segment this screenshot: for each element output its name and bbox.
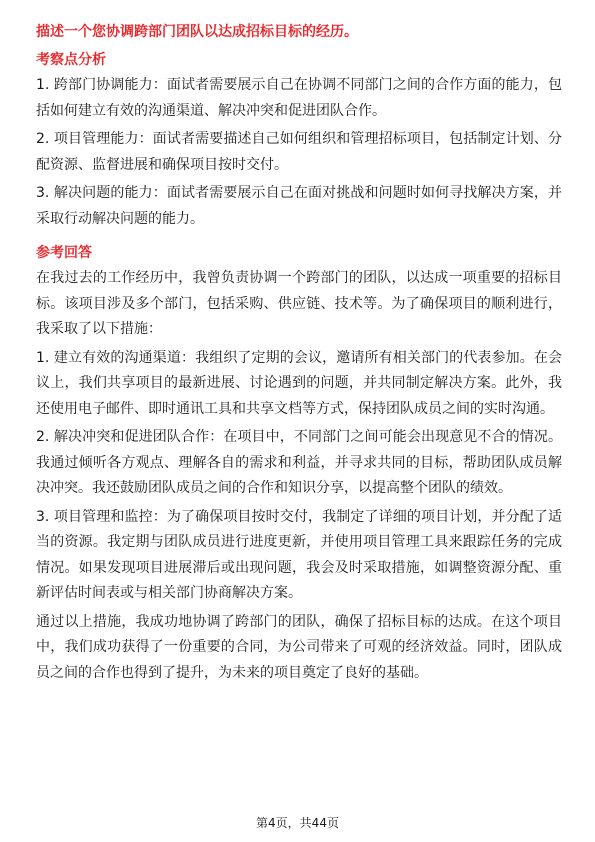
answer-paragraph: 3. 项目管理和监控：为了确保项目按时交付，我制定了详细的项目计划，并分配了适当的资源。我定期与团队成员进行进度更新，并使用项目管理工具来跟踪任务的完成情况。如果发现项目进展滞后或出现问题，我会及时采取措施，如调整资源分配、重新评估时间表或与相关部门协商解决方案。 (36, 508, 562, 601)
page-number: 第4页，共44页 (256, 816, 339, 830)
answer-paragraph: 1. 建立有效的沟通渠道：我组织了定期的会议，邀请所有相关部门的代表参加。在会议上，我们共享项目的最新进展、讨论遇到的问题，并共同制定解决方案。此外，我还使用电子邮件、即时通讯工具和共享文档等方式，保持团队成员之间的实时沟通。 (36, 349, 562, 417)
analysis-title: 考察点分析 (36, 52, 106, 68)
analysis-item: 2. 项目管理能力：面试者需要描述自己如何组织和管理招标项目，包括制定计划、分配资源、监督进展和确保项目按时交付。 (36, 131, 562, 173)
question-heading: 描述一个您协调跨部门团队以达成招标目标的经历。 (36, 24, 358, 40)
answer-paragraph: 2. 解决冲突和促进团队合作：在项目中，不同部门之间可能会出现意见不合的情况。我通过倾听各方观点、理解各自的需求和利益，并寻求共同的目标，帮助团队成员解决冲突。我还鼓励团队成员之间的合作和知识分享，以提高整个团队的绩效。 (36, 429, 562, 496)
answer-paragraph: 在我过去的工作经历中，我曾负责协调一个跨部门的团队，以达成一项重要的招标目标。该项目涉及多个部门，包括采购、供应链、技术等。为了确保项目的顺利进行，我采取了以下措施： (36, 270, 562, 337)
analysis-item: 3. 解决问题的能力：面试者需要展示自己在面对挑战和问题时如何寻找解决方案，并采取行动解决问题的能力。 (36, 185, 562, 227)
document-page (36, 22, 562, 689)
answer-paragraph: 通过以上措施，我成功地协调了跨部门的团队，确保了招标目标的达成。在这个项目中，我们成功获得了一份重要的合同，为公司带来了可观的经济效益。同时，团队成员之间的合作也得到了提升，为未来的项目奠定了良好的基础。 (36, 613, 562, 681)
analysis-item: 1. 跨部门协调能力：面试者需要展示自己在协调不同部门之间的合作方面的能力，包括如何建立有效的沟通渠道、解决冲突和促进团队合作。 (36, 77, 562, 119)
answer-title: 参考回答 (36, 245, 92, 261)
